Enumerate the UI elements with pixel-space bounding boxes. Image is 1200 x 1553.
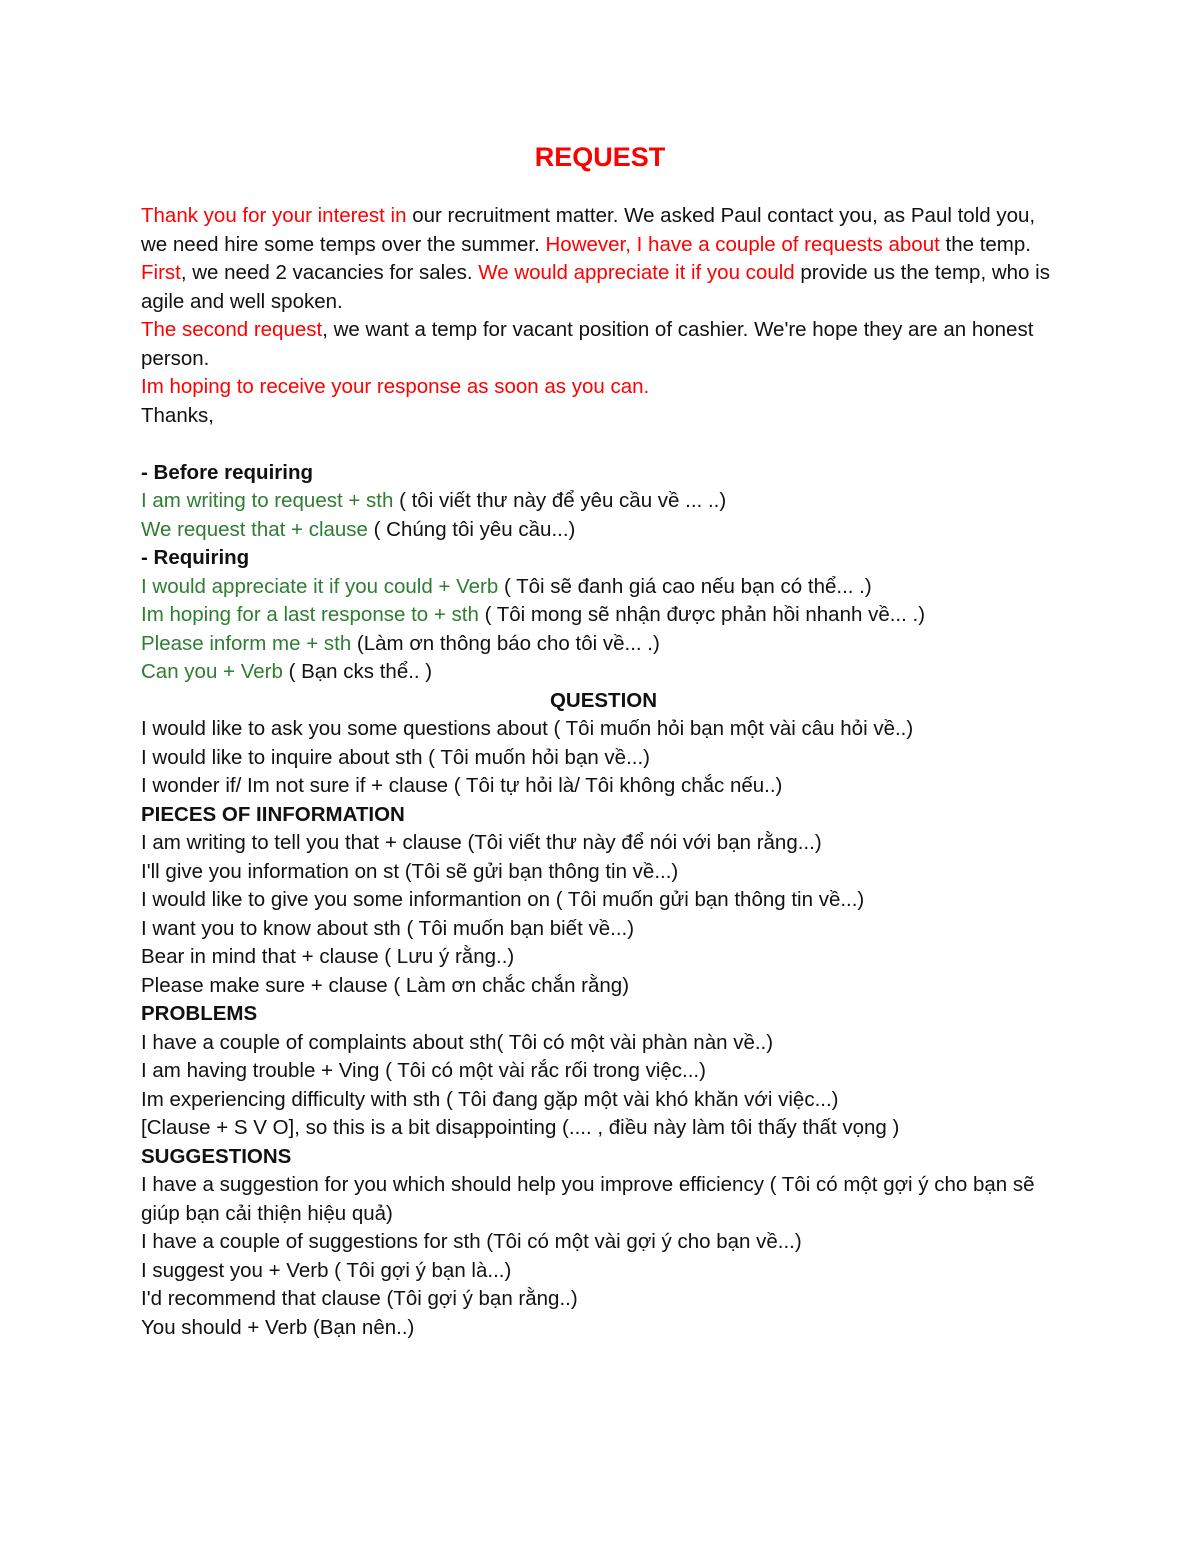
list-item [141, 516, 1066, 545]
list-item: Im experiencing difficulty with sth ( Tôi đang gặp một vài khó khăn với việc...) [141, 1087, 839, 1111]
phrase-en: I am writing to request + sth [141, 489, 394, 512]
list-item [141, 487, 1066, 516]
list-item [141, 658, 1066, 687]
list-item: I have a couple of suggestions for sth (Tôi có một vài gợi ý cho bạn về...) [141, 1230, 802, 1253]
letter-signoff: Thanks, [141, 403, 214, 427]
list-item: [Clause + S V O], so this is a bit disappointing (.... , điều này làm tôi thấy thất vọng ) [141, 1116, 900, 1139]
phrase-vi: ( Bạn cks thể.. ) [282, 660, 433, 683]
body-text: , we need 2 vacancies for sales. [180, 261, 479, 284]
list-item: I suggest you + Verb ( Tôi gợi ý bạn là...) [141, 1258, 512, 1282]
list-item: Bear in mind that + clause ( Lưu ý rằng..) [141, 945, 515, 968]
phrase-en: Please inform me + sth [141, 631, 352, 655]
page-title: REQUEST [534, 142, 666, 172]
section-heading-suggestions: SUGGESTIONS [141, 1144, 292, 1168]
spacer [141, 430, 1066, 459]
list-item: I'd recommend that clause (Tôi gợi ý bạn rằng..) [141, 1287, 578, 1310]
letter-paragraph-2 [141, 259, 1066, 316]
list-item: I have a couple of complaints about sth( Tôi có một vài phàn nàn về..) [141, 1030, 774, 1054]
section-heading-information: PIECES OF IINFORMATION [141, 802, 405, 826]
list-item: I would like to inquire about sth ( Tôi muốn hỏi bạn về...) [141, 745, 650, 769]
list-item: You should + Verb (Bạn nên..) [141, 1315, 415, 1339]
list-item: I'll give you information on st (Tôi sẽ gửi bạn thông tin về...) [141, 859, 679, 883]
phrase-vi: ( Chúng tôi yêu cầu...) [367, 517, 576, 541]
body-text: provide us the temp, who is agile and well spoken. [141, 261, 1050, 313]
list-item [141, 573, 1066, 602]
list-item: I want you to know about sth ( Tôi muốn bạn biết về...) [141, 916, 635, 940]
phrase-vi: ( Tôi mong sẽ nhận được phản hồi nhanh về... .) [478, 603, 926, 626]
highlight-phrase: First [141, 261, 181, 284]
highlight-phrase: Thank you for your interest in [141, 204, 407, 227]
section-heading-before: - Before requiring [141, 460, 313, 484]
phrase-vi: (Làm ơn thông báo cho tôi về... .) [351, 631, 660, 655]
list-item: I am having trouble + Ving ( Tôi có một vài rắc rối trong việc...) [141, 1059, 706, 1082]
body-text: our recruitment matter. We asked Paul contact you, as Paul told you, we need hire some temps over the summer. [141, 204, 1036, 256]
phrase-en: I would appreciate it if you could + Verb [141, 574, 499, 598]
phrase-en: We request that + clause [141, 517, 368, 541]
list-item: Please make sure + clause ( Làm ơn chắc chắn rằng) [141, 973, 630, 997]
list-item: I am writing to tell you that + clause (Tôi viết thư này để nói với bạn rằng...) [141, 831, 822, 854]
body-text: , we want a temp for vacant position of cashier. We're hope they are an honest person. [141, 318, 1034, 370]
letter-paragraph-1 [141, 202, 1066, 259]
highlight-phrase: However, I have a couple of requests about [545, 232, 940, 256]
highlight-phrase: The second request [141, 318, 323, 341]
list-item: I would like to ask you some questions about ( Tôi muốn hỏi bạn một vài câu hỏi về..) [141, 717, 914, 740]
list-item: I wonder if/ Im not sure if + clause ( Tôi tự hỏi là/ Tôi không chắc nếu..) [141, 774, 783, 797]
section-heading-requiring: - Requiring [141, 546, 250, 569]
list-item: I would like to give you some informantion on ( Tôi muốn gửi bạn thông tin về...) [141, 888, 865, 911]
section-heading-question: QUESTION [549, 688, 658, 712]
phrase-vi: ( tôi viết thư này để yêu cầu về ... ..) [393, 489, 727, 512]
highlight-phrase: We would appreciate it if you could [478, 261, 795, 284]
letter-paragraph-3 [141, 316, 1066, 373]
letter-paragraph-4: Im hoping to receive your response as soon as you can. [141, 375, 650, 398]
body-text: the temp. [939, 232, 1031, 256]
document-body [141, 142, 1066, 1342]
phrase-vi: ( Tôi sẽ đanh giá cao nếu bạn có thể... .) [498, 574, 872, 598]
list-item [141, 630, 1066, 659]
list-item [141, 601, 1066, 630]
phrase-en: Im hoping for a last response to + sth [141, 603, 479, 626]
section-heading-problems: PROBLEMS [141, 1002, 258, 1025]
list-item: I have a suggestion for you which should help you improve efficiency ( Tôi có một gợi ý cho bạn sẽ giúp bạn cải thiện hiệu quả) [141, 1173, 1035, 1225]
phrase-en: Can you + Verb [141, 660, 283, 683]
